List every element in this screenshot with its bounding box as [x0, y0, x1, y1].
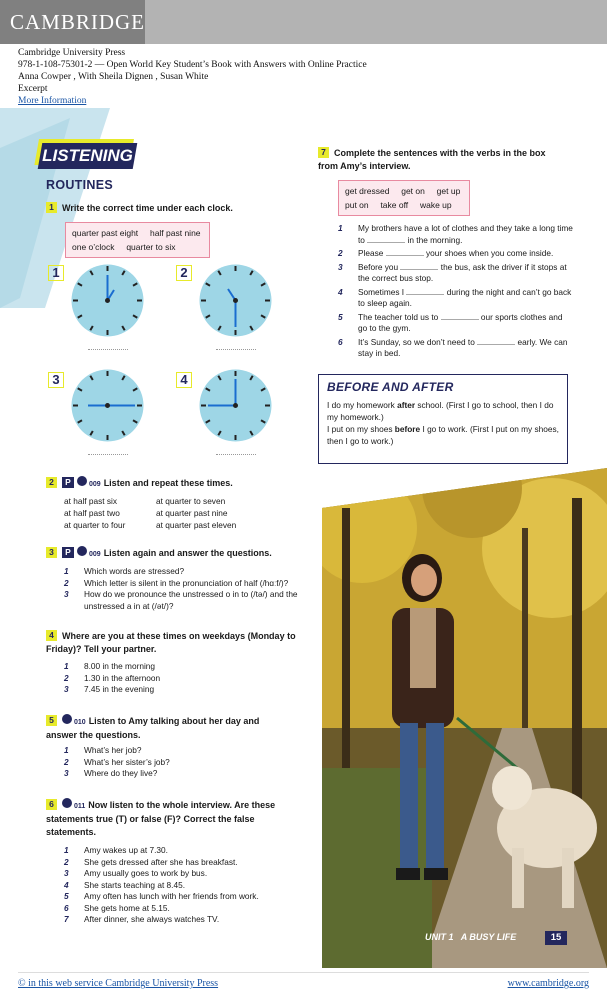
- list-item: 3 Before you the bus, ask the driver if it stops at the correct bus stop.: [338, 261, 567, 283]
- list-item: 1 What’s her job?: [64, 745, 142, 755]
- exercise-4-list: [64, 661, 304, 696]
- listening-heading: LISTENING: [38, 143, 138, 169]
- exercise-6-instruction: 6 011 Now listen to the whole interview. Are these statements true (T) or false (F)? Correct the false statements.: [46, 799, 276, 837]
- list-item: 7 After dinner, she always watches TV.: [64, 914, 220, 924]
- blank-input[interactable]: [400, 262, 438, 270]
- exercise-6-list: [64, 845, 304, 926]
- blank-input[interactable]: [386, 248, 424, 256]
- before-after-title: BEFORE AND AFTER: [327, 380, 454, 394]
- exercise-2-instruction: 2 P 009 Listen and repeat these times.: [46, 476, 233, 491]
- audio-icon: [62, 714, 72, 724]
- list-item: 5 Amy often has lunch with her friends from work.: [64, 891, 259, 901]
- audio-icon: [77, 476, 87, 486]
- blank-input[interactable]: [406, 287, 444, 295]
- site-header: [0, 0, 607, 44]
- more-information-link[interactable]: More Information: [18, 96, 87, 106]
- exercise-5-instruction: 5 010 Listen to Amy talking about her day and answer the questions.: [46, 715, 260, 740]
- exercise-2-col-2: at quarter to seven at quarter past nine at quarter past eleven: [156, 496, 237, 530]
- pronunciation-icon: P: [62, 477, 74, 488]
- answer-line-4[interactable]: [216, 454, 256, 455]
- exercise-4-instruction: 4 Where are you at these times on weekdays (Monday to Friday)? Tell your partner.: [46, 630, 296, 654]
- blank-input[interactable]: [441, 312, 479, 320]
- woman-walking-dog-photo: [322, 468, 607, 968]
- list-item: 4 Sometimes I during the night and can’t go back to sleep again.: [338, 286, 572, 308]
- blank-input[interactable]: [477, 337, 515, 345]
- clock-1-icon: [70, 263, 145, 338]
- list-item: 1 My brothers have a lot of clothes and they take a long time to in the morning.: [338, 223, 573, 245]
- list-item: 5 The teacher told us to our sports clothes and go to the gym.: [338, 311, 563, 333]
- clock-label-1: 1: [48, 265, 64, 281]
- list-item: 1 8.00 in the morning: [64, 661, 156, 671]
- book-meta: [18, 47, 367, 107]
- list-item: 2 What’s her sister’s job?: [64, 756, 170, 767]
- exercise-7-list: [338, 223, 573, 362]
- answer-line-2[interactable]: [216, 349, 256, 350]
- unit-label: UNIT 1 A BUSY LIFE: [425, 932, 517, 942]
- excerpt-label: Excerpt: [18, 84, 48, 94]
- cambridge-url-link[interactable]: www.cambridge.org: [507, 978, 589, 989]
- exercise-2-col-1: at half past six at half past two at quarter to four: [64, 496, 126, 530]
- list-item: 3 Where do they live?: [64, 768, 158, 778]
- clock-label-2: 2: [176, 265, 192, 281]
- list-item: 1 Which words are stressed?: [64, 566, 185, 576]
- exercise-3-instruction: 3 P 009 Listen again and answer the questions.: [46, 546, 272, 561]
- publisher: Cambridge University Press: [18, 48, 126, 58]
- before-after-box: [318, 374, 568, 464]
- audio-icon: [77, 546, 87, 556]
- pronunciation-icon: P: [62, 547, 74, 558]
- site-footer: [0, 968, 607, 1000]
- authors: Anna Cowper , With Sheila Dignen , Susan White: [18, 72, 209, 82]
- before-after-example-2: I put on my shoes before I go to work. (First I put on my shoes, then I go to work.): [327, 424, 559, 446]
- routines-subheading: ROUTINES: [46, 178, 113, 192]
- list-item: 2 Please your shoes when you come inside.: [338, 248, 554, 258]
- list-item: 3 Amy usually goes to work by bus.: [64, 868, 208, 878]
- answer-line-3[interactable]: [88, 454, 128, 455]
- list-item: 6 It’s Sunday, so we don’t need to early. We can stay in bed.: [338, 336, 568, 358]
- clock-label-3: 3: [48, 372, 64, 388]
- audio-icon: [62, 798, 72, 808]
- list-item: 2 Which letter is silent in the pronunciation of half (/hɑːf/)?: [64, 577, 289, 588]
- list-item: 2 1.30 in the afternoon: [64, 672, 161, 683]
- exercise-1-instruction: 1 Write the correct time under each clock.: [46, 202, 233, 215]
- clock-label-4: 4: [176, 372, 192, 388]
- list-item: 3 How do we pronounce the unstressed o in to (/tə/) and the unstressed a in at (/ət/)?: [64, 589, 298, 611]
- copyright-link[interactable]: © in this web service Cambridge University Press: [18, 978, 219, 989]
- list-item: 2 She gets dressed after she has breakfast.: [64, 856, 238, 867]
- page-number: 15: [545, 931, 567, 945]
- isbn-line: 978-1-108-75301-2 — Open World Key Student’s Book with Answers with Online Practice: [18, 60, 367, 70]
- list-item: 3 7.45 in the evening: [64, 684, 155, 694]
- cambridge-logo[interactable]: CAMBRIDGE: [0, 0, 145, 44]
- clock-3-icon: [70, 368, 145, 443]
- exercise-7-instruction: 7 Complete the sentences with the verbs in the box from Amy’s interview.: [318, 147, 546, 171]
- clock-2-icon: [198, 263, 273, 338]
- exercise-3-list: [64, 566, 304, 612]
- list-item: 6 She gets home at 5.15.: [64, 902, 170, 913]
- before-after-example-1: I do my homework after school. (First I go to school, then I do my homework.): [327, 400, 554, 422]
- list-item: 1 Amy wakes up at 7.30.: [64, 845, 168, 855]
- blank-input[interactable]: [367, 235, 405, 243]
- answer-line-1[interactable]: [88, 349, 128, 350]
- list-item: 4 She starts teaching at 8.45.: [64, 879, 186, 890]
- exercise-7-word-box: get dressed get on get up put on take off wake up: [338, 180, 470, 216]
- exercise-5-list: [64, 745, 304, 780]
- exercise-1-word-box: quarter past eight half past nine one o’clock quarter to six: [65, 222, 210, 258]
- clock-4-icon: [198, 368, 273, 443]
